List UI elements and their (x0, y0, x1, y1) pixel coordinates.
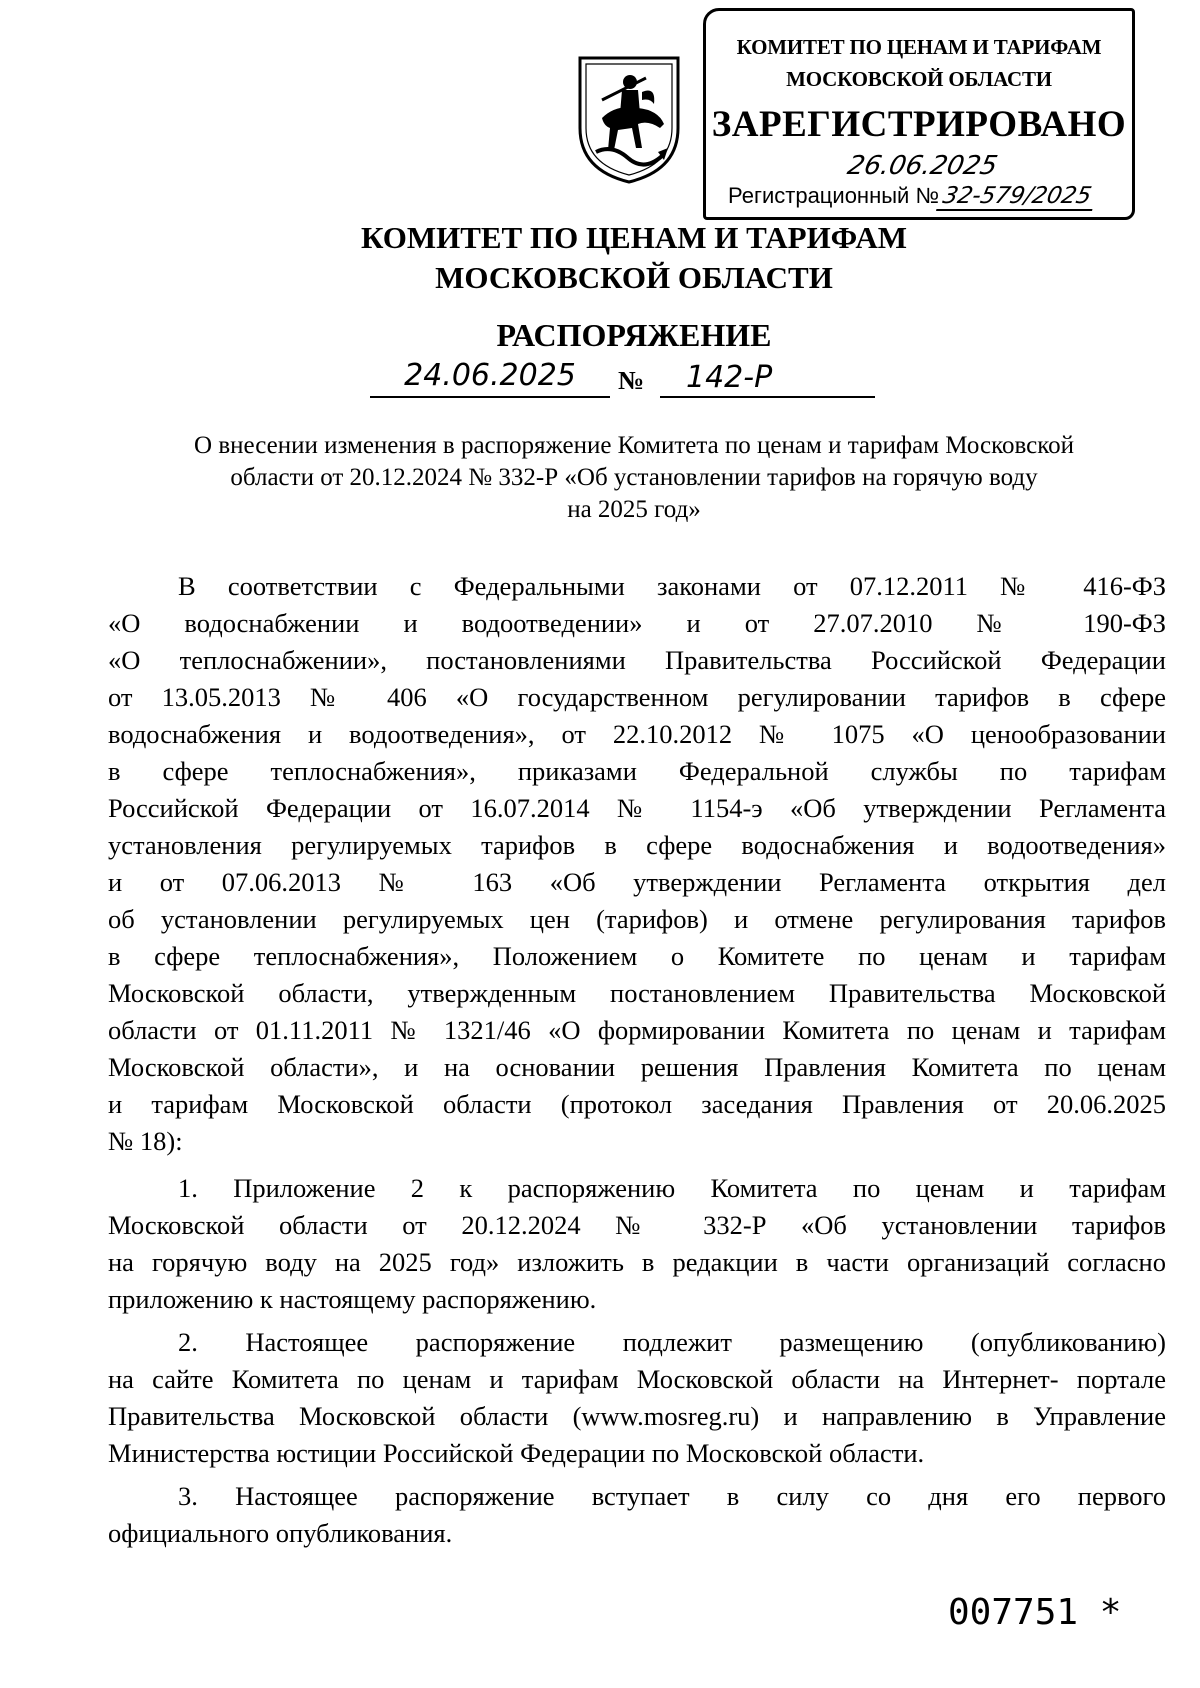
subject-line: О внесении изменения в распоряжение Комитета по ценам и тарифам Московской (194, 432, 1074, 459)
basis-paragraph (108, 568, 1166, 1160)
document-serial-code: 007751 * (948, 1592, 1122, 1633)
item-1-paragraph (108, 1170, 1166, 1318)
text-line: Московской области от 20.12.2024 № 332-Р «Об установлении тарифов (108, 1210, 1166, 1240)
stamp-date: 26.06.2025 (844, 151, 1001, 181)
text-line: Министерства юстиции Российской Федерации по Московской области. (108, 1438, 925, 1468)
subject-line: области от 20.12.2024 № 332-Р «Об установлении тарифов на горячую воду (230, 464, 1038, 491)
committee-title-line1: КОМИТЕТ ПО ЦЕНАМ И ТАРИФАМ (361, 220, 907, 255)
text-line: и тарифам Московской области (протокол заседания Правления от 20.06.2025 (108, 1089, 1166, 1119)
text-line: в сфере теплоснабжения», Положением о Комитете по ценам и тарифам (108, 941, 1166, 971)
document-type: РАСПОРЯЖЕНИЕ (496, 317, 772, 353)
coat-of-arms-icon (572, 48, 686, 188)
stamp-number: 32-579/2025 (936, 183, 1098, 211)
document-number: 142-Р (660, 358, 875, 398)
stamp-number-line (728, 183, 1095, 211)
stamp-org-line1: КОМИТЕТ ПО ЦЕНАМ И ТАРИФАМ (736, 35, 1102, 59)
text-line: «О водоснабжении и водоотведении» и от 27.07.2010 № 190-ФЗ (108, 608, 1166, 638)
text-line: и от 07.06.2013 № 163 «Об утверждении Регламента открытия дел (108, 867, 1166, 897)
document-date-number (370, 358, 875, 398)
stamp-number-label: Регистрационный № (728, 183, 940, 208)
stamp-status: ЗАРЕГИСТРИРОВАНО (711, 104, 1127, 145)
text-line: Российской Федерации от 16.07.2014 № 1154-э «Об утверждении Регламента (108, 793, 1166, 823)
text-line: 2. Настоящее распоряжение подлежит размещению (опубликованию) (178, 1327, 1166, 1357)
item-3-paragraph (108, 1478, 1166, 1552)
stamp-org-line2: МОСКОВСКОЙ ОБЛАСТИ (786, 67, 1052, 91)
text-line: № 18): (108, 1126, 183, 1156)
item-2-paragraph (108, 1324, 1166, 1472)
text-line: приложению к настоящему распоряжению. (108, 1284, 597, 1314)
text-line: Правительства Московской области (www.mosreg.ru) и направлению в Управление (108, 1401, 1166, 1431)
text-line: установления регулируемых тарифов в сфере водоснабжения и водоотведения» (108, 830, 1166, 860)
text-line: официального опубликования. (108, 1518, 453, 1548)
subject-line: на 2025 год» (567, 496, 701, 523)
text-line: от 13.05.2013 № 406 «О государственном регулировании тарифов в сфере (108, 682, 1166, 712)
committee-title-line2: МОСКОВСКОЙ ОБЛАСТИ (435, 260, 833, 295)
text-line: водоснабжения и водоотведения», от 22.10.2012 № 1075 «О ценообразовании (108, 719, 1166, 749)
number-sign: № (618, 366, 645, 395)
text-line: 1. Приложение 2 к распоряжению Комитета по ценам и тарифам (178, 1173, 1166, 1203)
text-line: на горячую воду на 2025 год» изложить в редакции в части организаций согласно (108, 1247, 1166, 1277)
text-line: «О теплоснабжении», постановлениями Правительства Российской Федерации (108, 645, 1166, 675)
text-line: об установлении регулируемых цен (тарифов) и отмене регулирования тарифов (108, 904, 1166, 934)
registration-stamp (703, 8, 1135, 220)
text-line: В соответствии с Федеральными законами от 07.12.2011 № 416-ФЗ (178, 571, 1166, 601)
text-line: Московской области, утвержденным постановлением Правительства Московской (108, 978, 1166, 1008)
document-subject (100, 430, 1168, 526)
text-line: 3. Настоящее распоряжение вступает в силу со дня его первого (178, 1481, 1166, 1511)
document-date: 24.06.2025 (370, 356, 610, 398)
text-line: в сфере теплоснабжения», приказами Федеральной службы по тарифам (108, 756, 1166, 786)
text-line: на сайте Комитета по ценам и тарифам Московской области на Интернет- портале (108, 1364, 1166, 1394)
text-line: области от 01.11.2011 № 1321/46 «О формировании Комитета по ценам и тарифам (108, 1015, 1166, 1045)
text-line: Московской области», и на основании решения Правления Комитета по ценам (108, 1052, 1166, 1082)
